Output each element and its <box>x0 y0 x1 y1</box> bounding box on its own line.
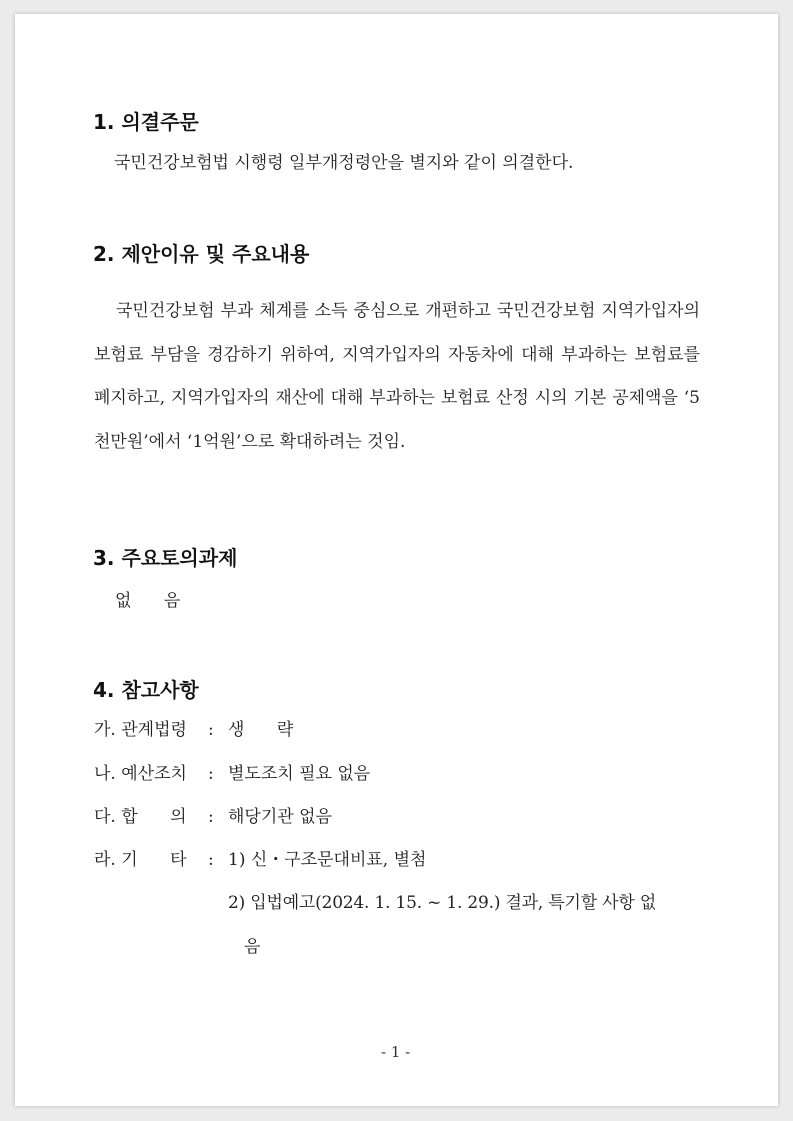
ref-item-label: 다. 합 의 <box>94 807 187 827</box>
ref-item-separator: : <box>208 764 214 784</box>
section-3-body: 없 음 <box>115 591 181 611</box>
section-2-heading: 2. 제안이유 및 주요내용 <box>93 242 310 266</box>
ref-item-value: 1) 신・구조문대비표, 별첨 <box>228 850 427 870</box>
section-3-heading: 3. 주요토의과제 <box>93 546 238 570</box>
document-page <box>15 14 778 1106</box>
section-1-heading: 1. 의결주문 <box>93 110 199 134</box>
ref-item-separator: : <box>208 850 214 870</box>
ref-item-value: 해당기관 없음 <box>228 807 332 827</box>
ref-item-label: 가. 관계법령 <box>94 720 187 740</box>
ref-item-value: 생 략 <box>228 720 294 740</box>
ref-extra-line: 음 <box>244 937 261 957</box>
ref-item-label: 라. 기 타 <box>94 850 187 870</box>
section-1-body: 국민건강보험법 시행령 일부개정령안을 별지와 같이 의결한다. <box>114 153 574 173</box>
ref-item-separator: : <box>208 807 214 827</box>
ref-item-value: 별도조치 필요 없음 <box>228 764 371 784</box>
section-2-body: 국민건강보험 부과 체계를 소득 중심으로 개편하고 국민건강보험 지역가입자의 보험료 부담을 경감하기 위하여, 지역가입자의 자동차에 대해 부과하는 보험료를 폐지하고, 지역가입자의 재산에 대해 부과하는 보험료 산정 시의 기본 공제액을 ‘5천만원’에서 ‘1억원’으로 확대하려는 것임. <box>94 301 700 452</box>
ref-extra-line: 2) 입법예고(2024. 1. 15. ~ 1. 29.) 결과, 특기할 사항 없 <box>228 893 657 913</box>
page-number: - 1 - <box>381 1043 411 1061</box>
ref-item-separator: : <box>208 720 214 740</box>
section-4-heading: 4. 참고사항 <box>93 678 199 702</box>
ref-item-label: 나. 예산조치 <box>94 764 187 784</box>
